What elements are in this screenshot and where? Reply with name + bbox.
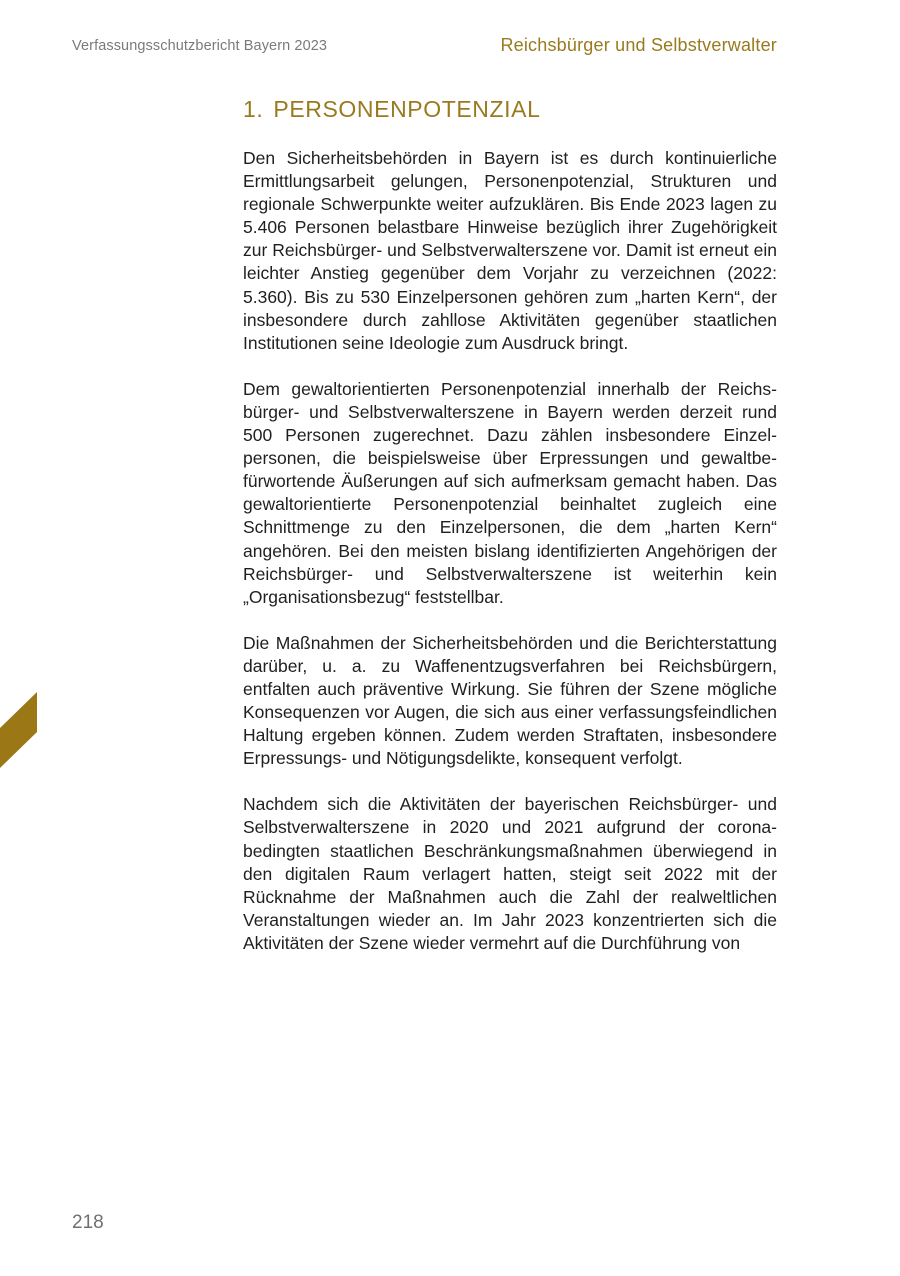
- running-header-chapter: Reichsbürger und Selbstverwalter: [500, 35, 777, 55]
- page-number: 218: [72, 1212, 104, 1233]
- section-number: 1.: [243, 96, 264, 122]
- section-title: PERSONENPOTENZIAL: [273, 96, 541, 122]
- chapter-marker-shape: [0, 692, 37, 768]
- paragraph-4: Nachdem sich die Aktivitäten der bayerischen Reichsbürger- und Selbstverwalterszene in 2020 und 2021 aufgrund der coronabedingten staatlichen Beschränkungsmaßnahmen überwiegend in den digitalen Raum verlagert hatten, steigt seit 2022 mit der Rücknahme der Maßnahmen auch die Zahl der realweltlichen Veranstaltungen wieder an. Im Jahr 2023 konzentrierten sich die Aktivitäten der Szene wieder vermehrt auf die Durchführung von: [243, 794, 777, 953]
- main-content: [243, 96, 777, 978]
- chapter-marker-tab: [0, 692, 37, 768]
- paragraph-1: Den Sicherheitsbehörden in Bayern ist es durch kontinuierliche Ermittlungsarbeit gelungen, Personenpotenzial, Strukturen und regionale Schwerpunkte weiter aufzuklären. Bis Ende 2023 lagen zu 5.406 Personen belastbare Hinweise bezüglich ihrer Zugehörigkeit zur Reichsbürger- und Selbstverwalterszene vor. Damit ist erneut ein leichter Anstieg gegenüber dem Vorjahr zu verzeichnen (2022: 5.360). Bis zu 530 Einzelpersonen gehören zum „harten Kern“, der insbesondere durch zahllose Aktivitäten gegenüber staatlichen Institutionen seine Ideologie zum Ausdruck bringt.: [243, 148, 777, 353]
- section-heading: [243, 96, 777, 123]
- running-header-publication: Verfassungsschutzbericht Bayern 2023: [72, 38, 328, 54]
- paragraph-2: Dem gewaltorientierten Personenpotenzial innerhalb der Reichsbürger- und Selbstverwalterszene in Bayern werden derzeit rund 500 Personen zugerechnet. Dazu zählen insbesondere Einzelpersonen, die beispielsweise über Erpressungen und gewaltbefürwortende Äußerungen auf sich aufmerksam gemacht haben. Das gewaltorientierte Personenpotenzial beinhaltet zugleich eine Schnittmenge zu den Einzelpersonen, die dem „harten Kern“ angehören. Bei den meisten bislang identifizierten Angehörigen der Reichsbürger- und Selbstverwalterszene ist weiterhin kein „Organisationsbezug“ feststellbar.: [243, 378, 777, 607]
- paragraph-3: Die Maßnahmen der Sicherheitsbehörden und die Berichterstattung darüber, u. a. zu Waffenentzugsverfahren bei Reichsbürgern, entfalten auch präventive Wirkung. Sie führen der Szene mögliche Konsequenzen vor Augen, die sich aus einer verfassungsfeindlichen Haltung ergeben können. Zudem werden Straftaten, insbesondere Erpressungs- und Nötigungsdelikte, konsequent verfolgt.: [243, 632, 777, 769]
